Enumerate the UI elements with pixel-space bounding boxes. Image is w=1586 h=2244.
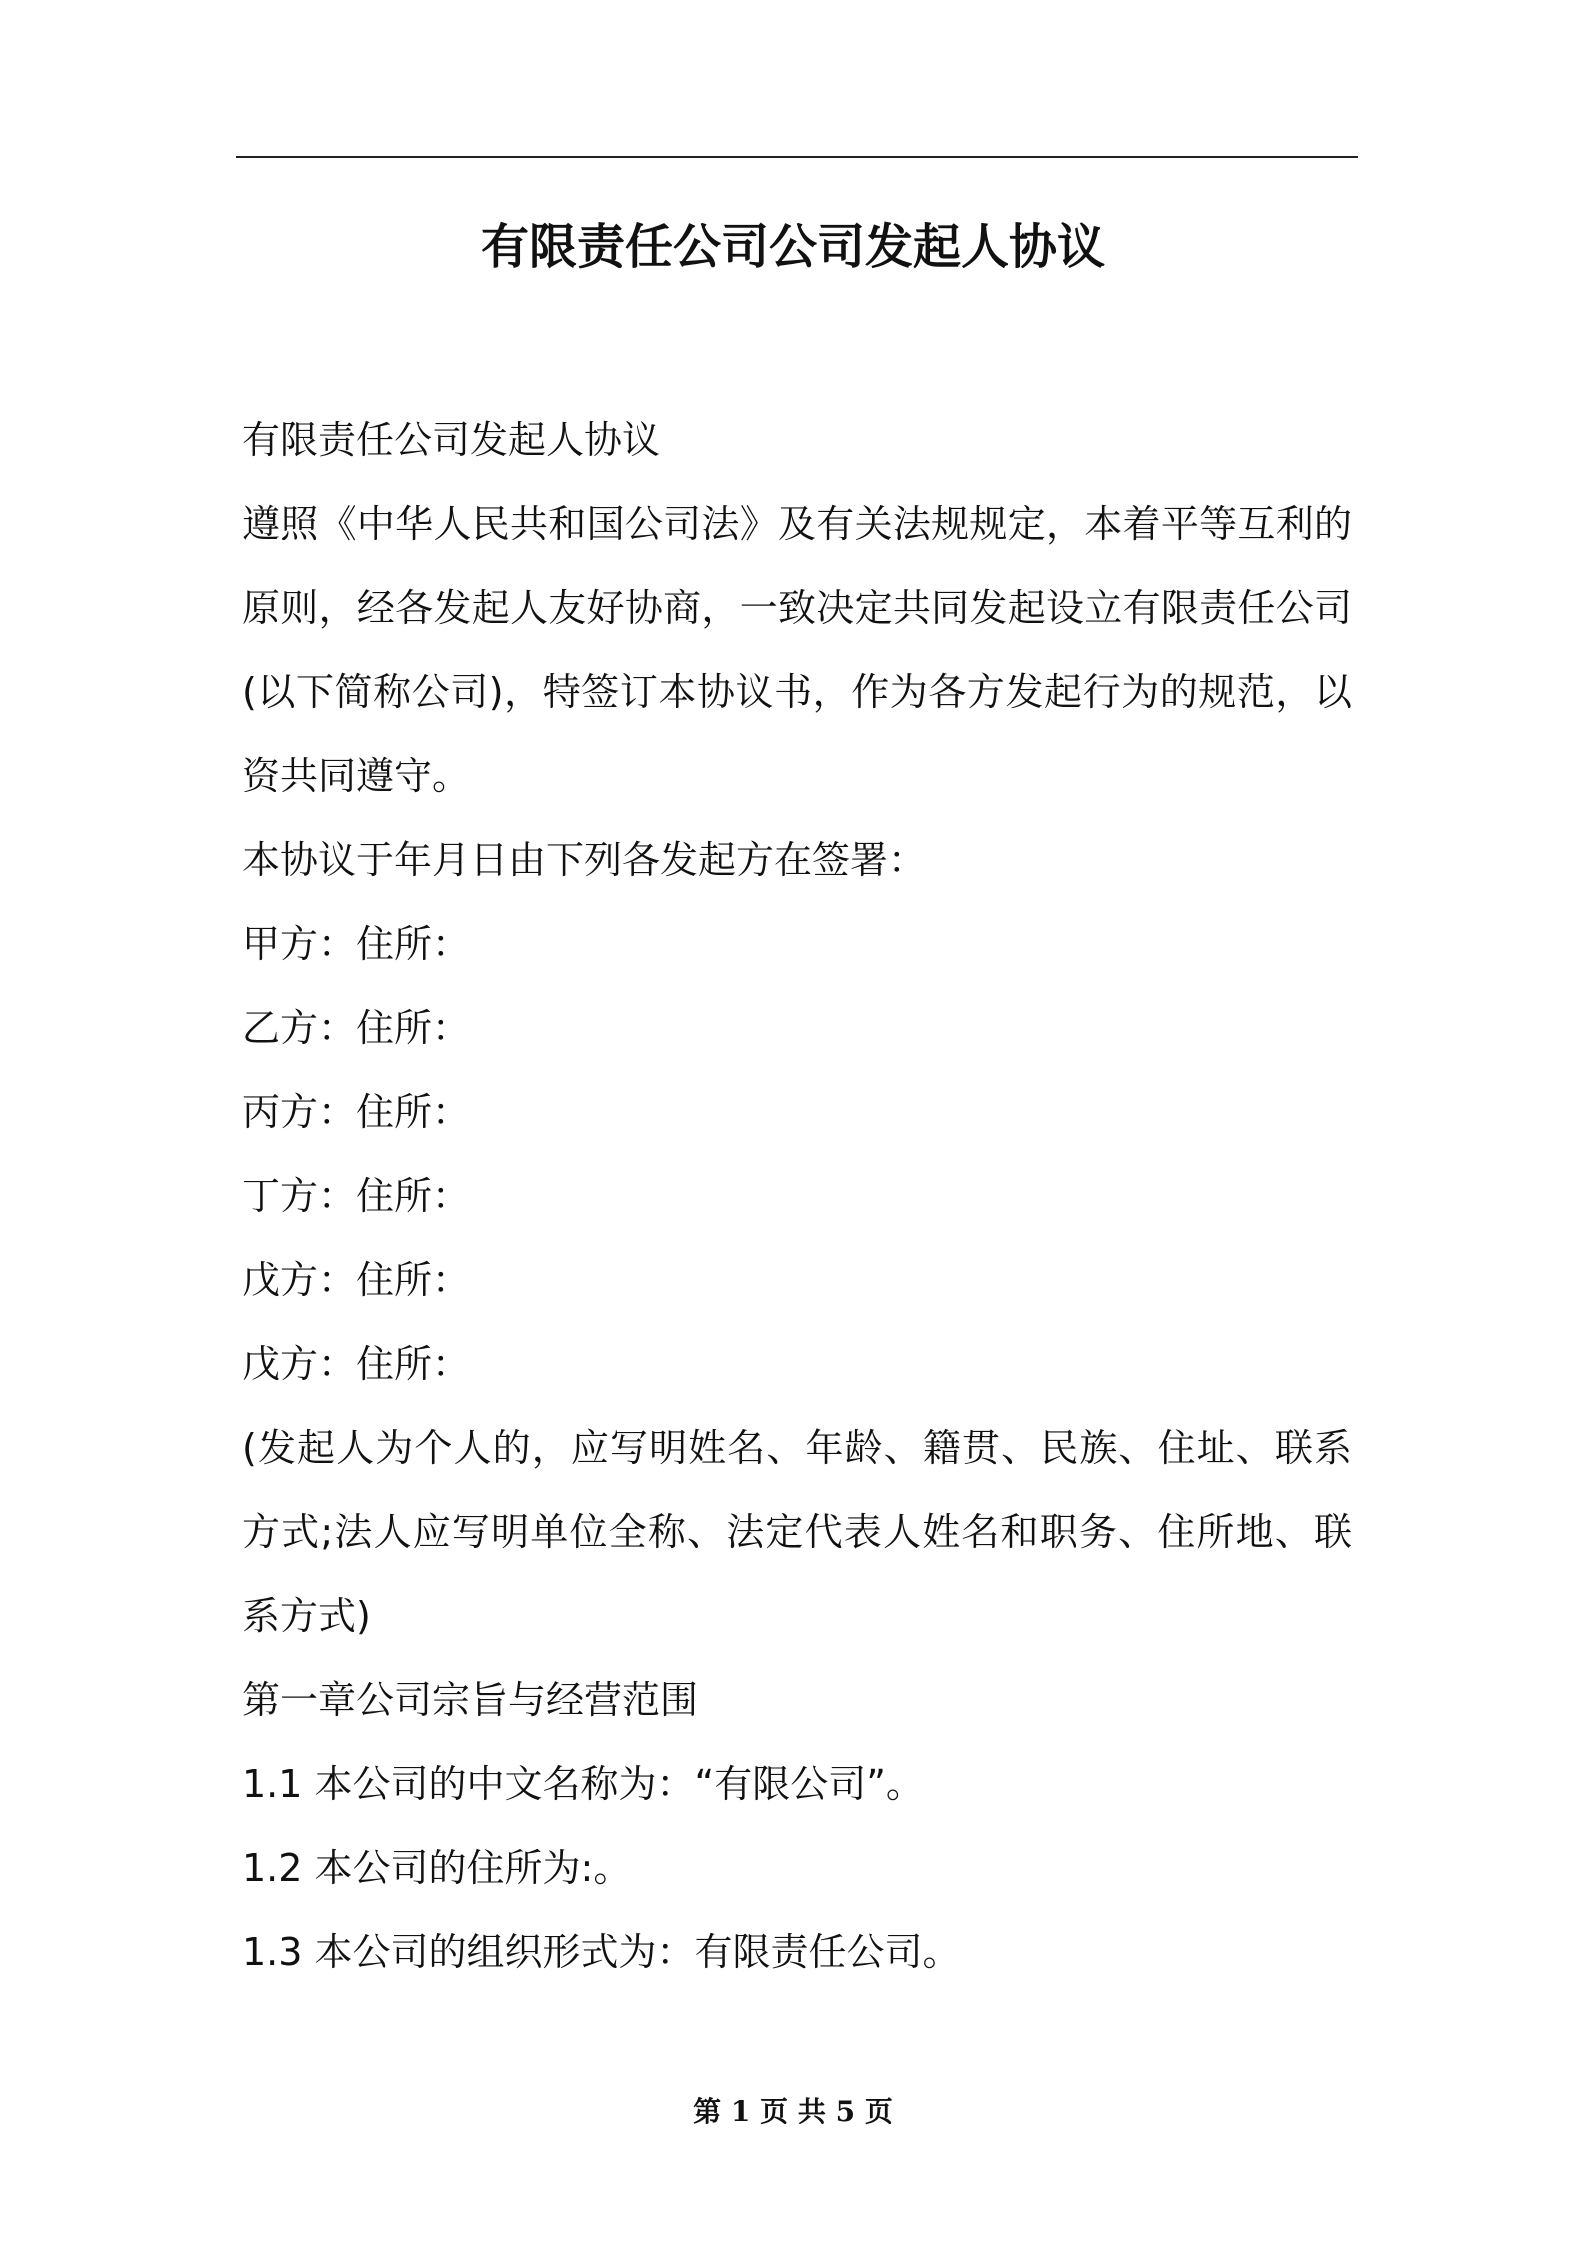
document-title: 有限责任公司公司发起人协议 (480, 219, 1105, 275)
clause-1-3: 1.3 本公司的组织形式为：有限责任公司。 (242, 1930, 961, 1974)
signing-paragraph: 本协议于年月日由下列各发起方在签署： (242, 838, 927, 882)
party-e-line: 戊方：住所： (242, 1258, 471, 1302)
party-a-line: 甲方：住所： (242, 922, 471, 966)
party-note-paragraph: (发起人为个人的，应写明姓名、年龄、籍贯、民族、住址、联系方式;法人应写明单位全称、法定代表人姓名和职务、住所地、联系方式) (242, 1426, 1352, 1638)
party-c-line: 丙方：住所： (242, 1090, 471, 1134)
party-e-line-2: 戊方：住所： (242, 1342, 471, 1386)
preamble-paragraph: 遵照《中华人民共和国公司法》及有关法规规定，本着平等互利的原则，经各发起人友好协商，一致决定共同发起设立有限责任公司(以下简称公司)，特签订本协议书，作为各方发起行为的规范，以资共同遵守。 (242, 502, 1352, 798)
subtitle-paragraph: 有限责任公司发起人协议 (242, 418, 661, 462)
document-body (242, 398, 1352, 1994)
clause-1-2: 1.2 本公司的住所为:。 (242, 1846, 632, 1890)
page-number-footer: 第 1 页 共 5 页 (693, 2095, 893, 2128)
header-rule (236, 156, 1358, 158)
party-b-line: 乙方：住所： (242, 1006, 471, 1050)
party-d-line: 丁方：住所： (242, 1174, 471, 1218)
clause-1-1: 1.1 本公司的中文名称为：“有限公司”。 (242, 1762, 924, 1806)
chapter-heading: 第一章公司宗旨与经营范围 (242, 1678, 699, 1722)
